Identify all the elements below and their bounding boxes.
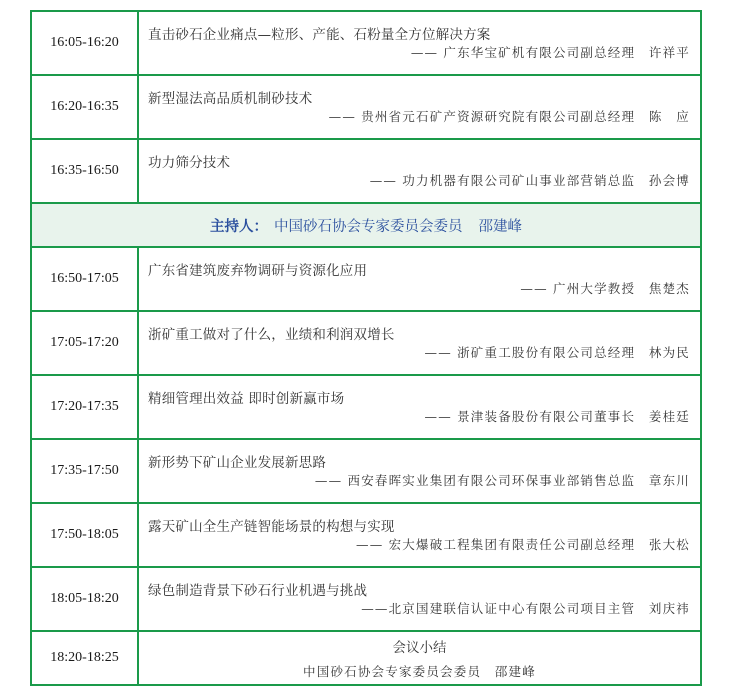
session-cell — [139, 312, 700, 374]
agenda-table — [30, 10, 702, 686]
agenda-row-summary — [32, 632, 700, 686]
session-title: 精细管理出效益 即时创新赢市场 — [148, 391, 345, 407]
time-slot: 17:20-17:35 — [32, 376, 139, 438]
summary-speaker: 中国砂石协会专家委员会委员 邵建峰 — [303, 664, 536, 679]
session-speaker: —— 功力机器有限公司矿山事业部营销总监 孙会博 — [369, 173, 690, 188]
session-title: 绿色制造背景下砂石行业机遇与挑战 — [148, 583, 368, 599]
session-speaker: —— 宏大爆破工程集团有限责任公司副总经理 张大松 — [356, 537, 690, 552]
session-cell — [139, 504, 700, 566]
time-slot: 16:35-16:50 — [32, 140, 139, 202]
time-slot: 17:35-17:50 — [32, 440, 139, 502]
agenda-row — [32, 248, 700, 312]
session-title: 直击砂石企业痛点—粒形、产能、石粉量全方位解决方案 — [148, 27, 491, 43]
session-cell — [139, 568, 700, 630]
agenda-row — [32, 376, 700, 440]
time-slot: 18:20-18:25 — [32, 632, 139, 684]
time-slot: 16:50-17:05 — [32, 248, 139, 310]
session-cell — [139, 440, 700, 502]
session-cell — [139, 376, 700, 438]
agenda-row — [32, 312, 700, 376]
host-org: 中国砂石协会专家委员会委员 — [274, 218, 463, 235]
session-cell — [139, 140, 700, 202]
host-label: 主持人： — [210, 218, 268, 235]
session-title: 广东省建筑废弃物调研与资源化应用 — [148, 263, 368, 279]
session-title: 新型湿法高品质机制砂技术 — [148, 91, 313, 107]
host-row — [32, 204, 700, 248]
time-slot: 17:50-18:05 — [32, 504, 139, 566]
host-name: 邵建峰 — [478, 218, 522, 235]
time-slot: 16:20-16:35 — [32, 76, 139, 138]
time-slot: 16:05-16:20 — [32, 12, 139, 74]
session-cell — [139, 76, 700, 138]
agenda-row — [32, 440, 700, 504]
time-slot: 18:05-18:20 — [32, 568, 139, 630]
session-title: 新形势下矿山企业发展新思路 — [148, 455, 327, 471]
session-speaker: —— 西安春晖实业集团有限公司环保事业部销售总监 章东川 — [314, 473, 690, 488]
session-speaker: —— 贵州省元石矿产资源研究院有限公司副总经理 陈 应 — [328, 109, 690, 124]
agenda-row — [32, 568, 700, 632]
agenda-row — [32, 140, 700, 204]
time-slot: 17:05-17:20 — [32, 312, 139, 374]
session-title: 功力筛分技术 — [148, 155, 231, 171]
session-speaker: —— 广州大学教授 焦楚杰 — [520, 281, 690, 296]
session-speaker: ——北京国建联信认证中心有限公司项目主管 刘庆祎 — [361, 601, 690, 616]
session-speaker: —— 景津装备股份有限公司董事长 姜桂廷 — [424, 409, 690, 424]
session-cell — [139, 12, 700, 74]
agenda-row — [32, 504, 700, 568]
summary-title: 会议小结 — [392, 640, 447, 656]
session-speaker: —— 广东华宝矿机有限公司副总经理 许祥平 — [410, 45, 690, 60]
summary-cell — [139, 632, 700, 684]
agenda-row — [32, 76, 700, 140]
session-title: 露天矿山全生产链智能场景的构想与实现 — [148, 519, 395, 535]
session-cell — [139, 248, 700, 310]
agenda-row — [32, 12, 700, 76]
session-speaker: —— 浙矿重工股份有限公司总经理 林为民 — [424, 345, 690, 360]
session-title: 浙矿重工做对了什么，业绩和利润双增长 — [148, 327, 395, 343]
